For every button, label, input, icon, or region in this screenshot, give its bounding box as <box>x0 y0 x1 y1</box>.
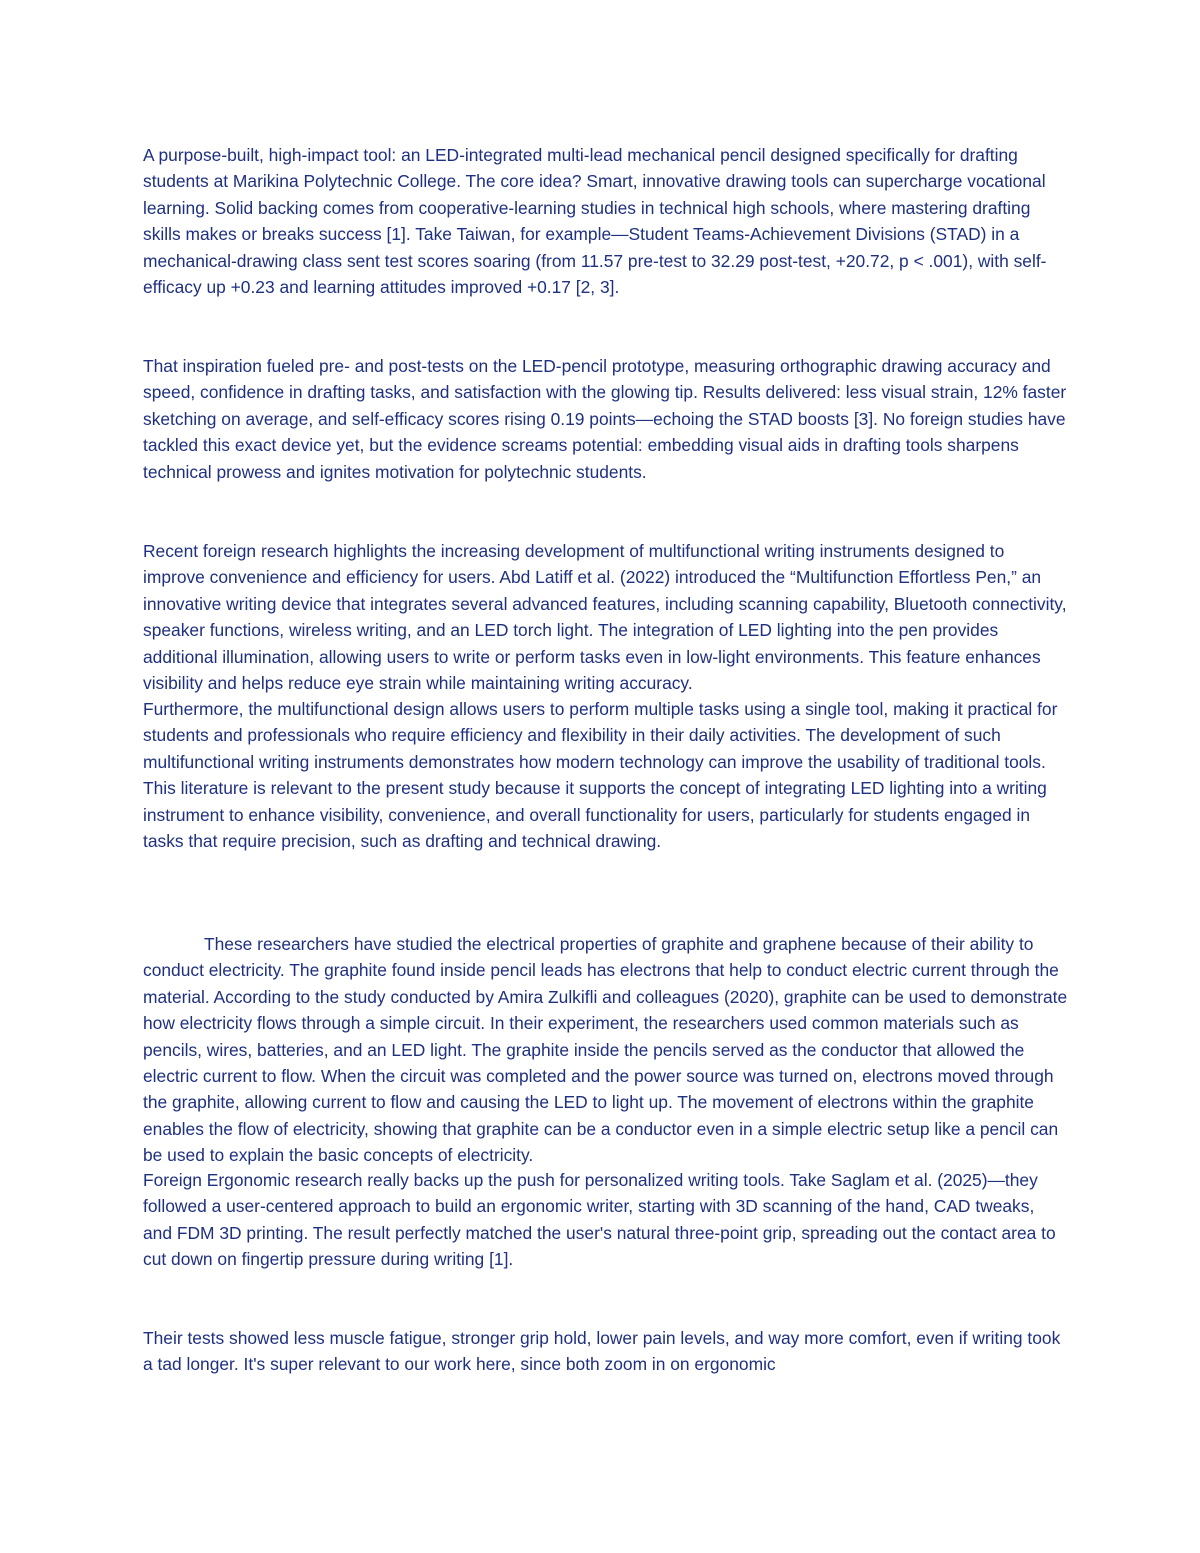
paragraph-multifunctional-design: Furthermore, the multifunctional design allows users to perform multiple tasks using a single tool, making it practical for students and professionals who require efficiency and flexibility in their daily activities. The development of such multifunctional writing instruments demonstrates how modern technology can improve the usability of traditional tools. This literature is relevant to the present study because it supports the concept of integrating LED lighting into a writing instrument to enhance visibility, convenience, and overall functionality for users, particularly for students engaged in tasks that require precision, such as drafting and technical drawing. <box>143 699 1058 852</box>
paragraph-intro: A purpose-built, high-impact tool: an LED-integrated multi-lead mechanical pencil designed specifically for drafting students at Marikina Polytechnic College. The core idea? Smart, innovative drawing tools can supercharge vocational learning. Solid backing comes from cooperative-learning studies in technical high schools, where mastering drafting skills makes or breaks success [1]. Take Taiwan, for example—Student Teams-Achievement Divisions (STAD) in a mechanical-drawing class sent test scores soaring (from 11.57 pre-test to 32.29 post-test, +20.72, p < .001), with self-efficacy up +0.23 and learning attitudes improved +0.17 [2, 3]. <box>143 145 1047 298</box>
paragraph-foreign-research: Recent foreign research highlights the increasing development of multifunctional writing instruments designed to improve convenience and efficiency for users. Abd Latiff et al. (2022) introduced the “Multifunction Effortless Pen,” an innovative writing device that integrates several advanced features, including scanning capability, Bluetooth connectivity, speaker functions, wireless writing, and an LED torch light. The integration of LED lighting into the pen provides additional illumination, allowing users to write or perform tasks even in low-light environments. This feature enhances visibility and helps reduce eye strain while maintaining writing accuracy. <box>143 541 1067 694</box>
paragraph-graphite-electricity: These researchers have studied the electrical properties of graphite and graphene because of their ability to conduct electricity. The graphite found inside pencil leads has electrons that help to conduct electric current through the material. According to the study conducted by Amira Zulkifli and colleagues (2020), graphite can be used to demonstrate how electricity flows through a simple circuit. In their experiment, the researchers used common materials such as pencils, wires, batteries, and an LED light. The graphite inside the pencils served as the conductor that allowed the electric current to flow. When the circuit was completed and the power source was turned on, electrons moved through the graphite, allowing current to flow and causing the LED to light up. The movement of electrons within the graphite enables the flow of electricity, showing that graphite can be a conductor even in a simple electric setup like a pencil can be used to explain the basic concepts of electricity. <box>143 934 1068 1166</box>
paragraph-tests-results: Their tests showed less muscle fatigue, stronger grip hold, lower pain levels, and way more comfort, even if writing took a tad longer. It's super relevant to our work here, since both zoom in on ergonomic <box>143 1328 1061 1375</box>
paragraph-prototype-tests: That inspiration fueled pre- and post-tests on the LED-pencil prototype, measuring orthographic drawing accuracy and speed, confidence in drafting tasks, and satisfaction with the glowing tip. Results delivered: less visual strain, 12% faster sketching on average, and self-efficacy scores rising 0.19 points—echoing the STAD boosts [3]. No foreign studies have tackled this exact device yet, but the evidence screams potential: embedding visual aids in drafting tools sharpens technical prowess and ignites motivation for polytechnic students. <box>143 356 1067 482</box>
paragraph-ergonomic-research: Foreign Ergonomic research really backs up the push for personalized writing tools. Take Saglam et al. (2025)—they followed a user-centered approach to build an ergonomic writer, starting with 3D scanning of the hand, CAD tweaks, and FDM 3D printing. The result perfectly matched the user's natural three-point grip, spreading out the contact area to cut down on fingertip pressure during writing [1]. <box>143 1170 1056 1270</box>
